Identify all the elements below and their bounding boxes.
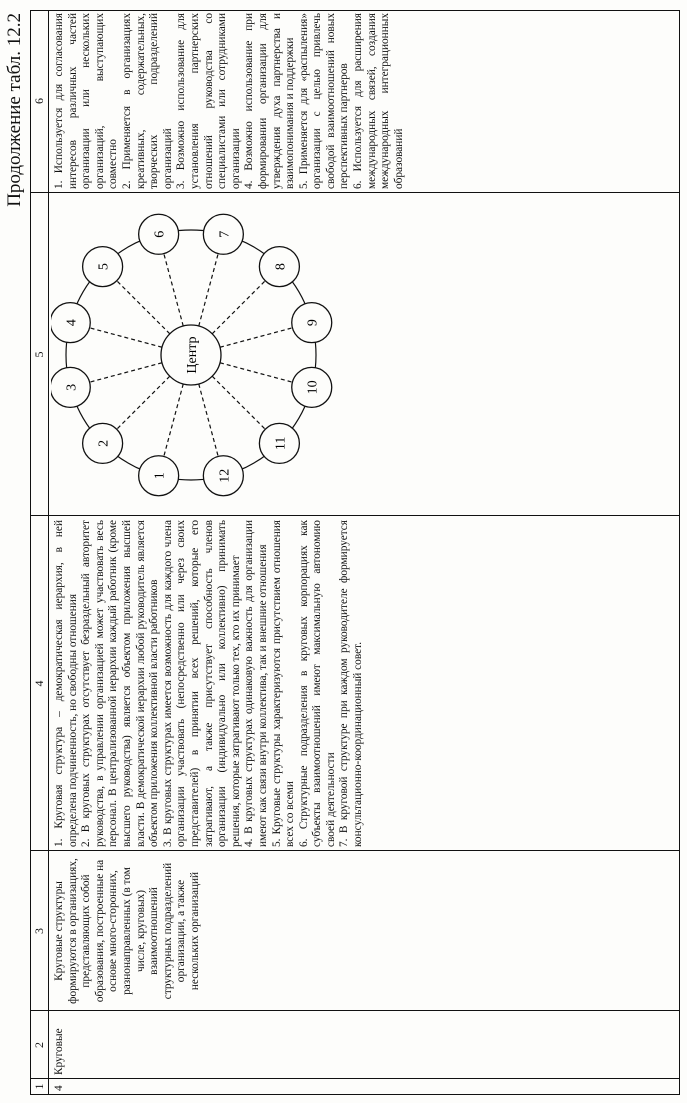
diagram-spoke [212, 281, 265, 334]
row-number: 4 [53, 1085, 65, 1091]
feature-item: 1. Круговая структура – демократическая иерархия, в ней определена подчиненность, но свободны отношения [53, 520, 79, 847]
diagram-spoke [90, 328, 162, 347]
diagram-node-label: 3 [64, 383, 80, 391]
column-header-4: 4 [32, 680, 46, 687]
structure-type: Круговые [53, 1028, 65, 1075]
diagram-node-label: 1 [152, 472, 168, 480]
column-header-6: 6 [32, 98, 46, 104]
diagram-spoke [117, 376, 170, 429]
application-item: 5. Применяется для «распыления» организации с целью привлечь свободой взаимоотношений новых перспективных партнеров [297, 13, 351, 189]
application-item: 3. Возможно использование для установления партнерских отношений руководства со специалистами или сотрудниками организации [175, 13, 242, 189]
column-divider [31, 1010, 679, 1011]
column-header-1: 1 [32, 1083, 46, 1090]
diagram-node-label: 8 [273, 263, 289, 271]
application-item: 1. Используется для согласования интересов различных частей организации или нескольких организаций, выступающих совместно [53, 13, 120, 189]
feature-item: 2. В круговых структурах отсутствует безраздельный авторитет руководства, в управлении организацией может участвовать весь персонал. В централизованной иерархии каждый работник (кроме высшего руководства) является объектом приложения высшей власти. В демократической иерархии любой руководитель является объектом приложения коллективной власти работников [80, 520, 161, 847]
diagram-spoke [164, 254, 183, 326]
feature-item: 4. В круговых структурах одинаковую важность для организации имеют как связи внутри коллектива, так и внешние отношения [243, 520, 269, 847]
diagram-node-label: 11 [273, 436, 289, 451]
diagram-spoke [199, 384, 218, 456]
column-header-2: 2 [32, 1042, 46, 1048]
diagram-node-label: 12 [217, 468, 233, 483]
column-header-3: 3 [32, 928, 46, 934]
diagram-node-label: 7 [217, 230, 233, 238]
column-divider [31, 192, 679, 193]
application-list [53, 13, 406, 189]
diagram-spoke [220, 328, 292, 347]
diagram-spoke [220, 363, 292, 382]
table-caption: Продолжение табл. 12.2 [4, 13, 25, 207]
diagram-spoke [117, 281, 170, 334]
features-list [53, 520, 366, 847]
diagram-node-label: 9 [305, 319, 321, 327]
application-item: 2. Применяется в организациях креативных, содержательных, творческих подразделений организаций [120, 13, 174, 189]
feature-item: 7. В круговой структуре при каждом руководителе формируется консультационно-координационный совет. [338, 520, 365, 847]
column-divider [31, 1078, 679, 1079]
diagram-node-label: 4 [64, 319, 80, 327]
diagram-node-label: 5 [96, 263, 112, 271]
diagram-spoke [199, 254, 218, 326]
diagram-spoke [164, 384, 183, 456]
feature-item: 3. В круговых структурах имеется возможность для каждого члена организации участвовать (непосредственно или через своих представителей) в принятии всех решений, которые его затрагивают, а также присутствует способность членов организации (индивидуально или коллективно) принимать решения, которые затрагивают только тех, кто их принимает [161, 520, 242, 847]
feature-item: 5. Круговые структуры характеризуются присутствием отношения всех со всеми [270, 520, 297, 847]
diagram-node-label: 6 [152, 230, 168, 238]
header-divider [48, 11, 49, 1094]
column-header-5: 5 [32, 351, 46, 358]
structure-description: Круговые структуры формируются в организациях, представляющих собой образования, построенные на основе много-сторонних, разнонаправленных (в том числе, круговых) взаимоотношений структурных подразделений организации, а также нескольких организаций [53, 858, 201, 1004]
diagram-node-label: 2 [96, 439, 112, 447]
application-item: 6. Используется для расширения международных связей, создания международных интеграционных образований [352, 13, 405, 189]
feature-item: 6. Структурные подразделения в круговых корпорациях как субъекты взаимоотношений имеют максимальную автономию своей деятельности [297, 520, 337, 847]
center-label: Центр [185, 336, 200, 374]
table [30, 10, 680, 1095]
column-divider [31, 850, 679, 851]
diagram-spoke [212, 376, 265, 429]
column-divider [31, 515, 679, 516]
circular-structure-diagram [51, 198, 341, 508]
application-item: 4. Возможно использование при формировании организации для утверждения духа партнерства и взаимопонимания и поддержки [243, 13, 297, 189]
diagram-node-label: 10 [305, 380, 321, 395]
diagram-spoke [90, 363, 162, 382]
